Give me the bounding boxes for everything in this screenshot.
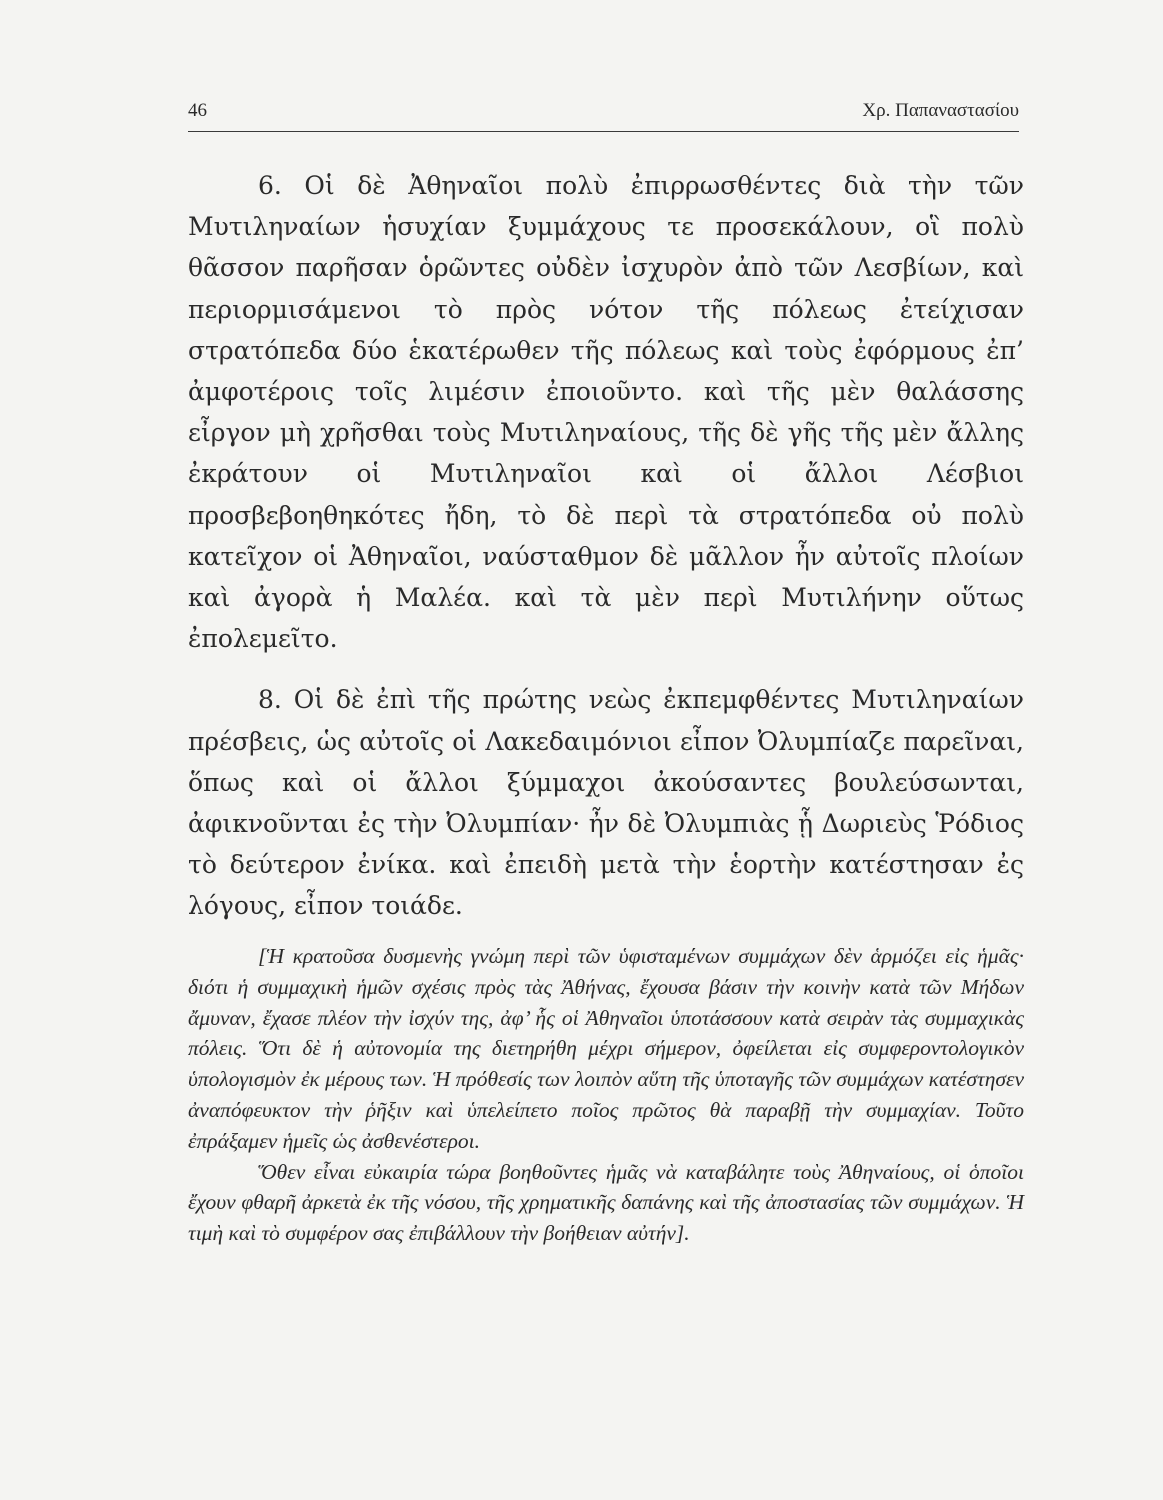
translation-text bbox=[188, 941, 1024, 1249]
page-header bbox=[188, 100, 1019, 130]
header-rule bbox=[188, 131, 1019, 132]
greek-original-text bbox=[188, 165, 1024, 927]
translation-paragraph: [Ἡ κρατοῦσα δυσμενὴς γνώμη περὶ τῶν ὑφισταμένων συμμάχων δὲν ἁρμόζει εἰς ἡμᾶς· διότι ἡ συμμαχικὴ ἡμῶν σχέσις πρὸς τὰς Ἀθήνας, ἔχουσα βάσιν τὴν κοινὴν κατὰ τῶν Μήδων ἄμυναν, ἔχασε πλέον τὴν ἰσχύν της, ἀφ’ ἧς οἱ Ἀθηναῖοι ὑποτάσσουν κατὰ σειρὰν τὰς συμμαχικὰς πόλεις. Ὅτι δὲ ἡ αὐτονομία της διετηρήθη μέχρι σήμερον, ὀφείλεται εἰς συμφεροντολογικὸν ὑπολογισμὸν ἐκ μέρους των. Ἡ πρόθεσίς των λοιπὸν αὕτη τῆς ὑποταγῆς τῶν συμμάχων κατέστησεν ἀναπόφευκτον τὴν ῥῆξιν καὶ ὑπελείπετο ποῖος πρῶτος θὰ παραβῇ τὴν συμμαχίαν. Τοῦτο ἐπράξαμεν ἡμεῖς ὡς ἀσθενέστεροι. bbox=[188, 944, 1024, 1153]
running-head: Χρ. Παπαναστασίου bbox=[862, 100, 1019, 121]
paragraph-8: 8. Οἱ δὲ ἐπὶ τῆς πρώτης νεὼς ἐκπεμφθέντες Μυτιληναίων πρέσβεις, ὡς αὐτοῖς οἱ Λακεδαιμόνιοι εἶπον Ὀλυμπίαζε παρεῖναι, ὅπως καὶ οἱ ἄλλοι ξύμμαχοι ἀκούσαντες βουλεύσωνται, ἀφικνοῦνται ἐς τὴν Ὀλυμπίαν· ἦν δὲ Ὀλυμπιὰς ᾗ Δωριεὺς Ῥόδιος τὸ δεύτερον ἐνίκα. καὶ ἐπειδὴ μετὰ τὴν ἑορτὴν κατέστησαν ἐς λόγους, εἶπον τοιάδε. bbox=[188, 685, 1024, 921]
translation-paragraph: Ὅθεν εἶναι εὐκαιρία τώρα βοηθοῦντες ἡμᾶς νὰ καταβάλητε τοὺς Ἀθηναίους, οἱ ὁποῖοι ἔχουν φθαρῆ ἀρκετὰ ἐκ τῆς νόσου, τῆς χρηματικῆς δαπάνης καὶ τῆς ἀποστασίας τῶν συμμάχων. Ἡ τιμὴ καὶ τὸ συμφέρον σας ἐπιβάλλουν τὴν βοήθειαν αὐτήν]. bbox=[188, 1159, 1024, 1246]
paragraph-6: 6. Οἱ δὲ Ἀθηναῖοι πολὺ ἐπιρρωσθέντες διὰ τὴν τῶν Μυτιληναίων ἡσυχίαν ξυμμάχους τε προσεκάλουν, οἳ πολὺ θᾶσσον παρῆσαν ὁρῶντες οὐδὲν ἰσχυρὸν ἀπὸ τῶν Λεσβίων, καὶ περιορμισάμενοι τὸ πρὸς νότον τῆς πόλεως ἐτείχισαν στρατόπεδα δύο ἑκατέρωθεν τῆς πόλεως καὶ τοὺς ἐφόρμους ἐπ’ ἀμφοτέροις τοῖς λιμέσιν ἐποιοῦντο. καὶ τῆς μὲν θαλάσσης εἶργον μὴ χρῆσθαι τοὺς Μυτιληναίους, τῆς δὲ γῆς τῆς μὲν ἄλλης ἐκράτουν οἱ Μυτιληναῖοι καὶ οἱ ἄλλοι Λέσβιοι προσβεβοηθηκότες ἤδη, τὸ δὲ περὶ τὰ στρατόπεδα οὐ πολὺ κατεῖχον οἱ Ἀθηναῖοι, ναύσταθμον δὲ μᾶλλον ἦν αὐτοῖς πλοίων καὶ ἀγορὰ ἡ Μαλέα. καὶ τὰ μὲν περὶ Μυτιλήνην οὕτως ἐπολεμεῖτο. bbox=[188, 171, 1024, 654]
page-number: 46 bbox=[188, 100, 207, 121]
